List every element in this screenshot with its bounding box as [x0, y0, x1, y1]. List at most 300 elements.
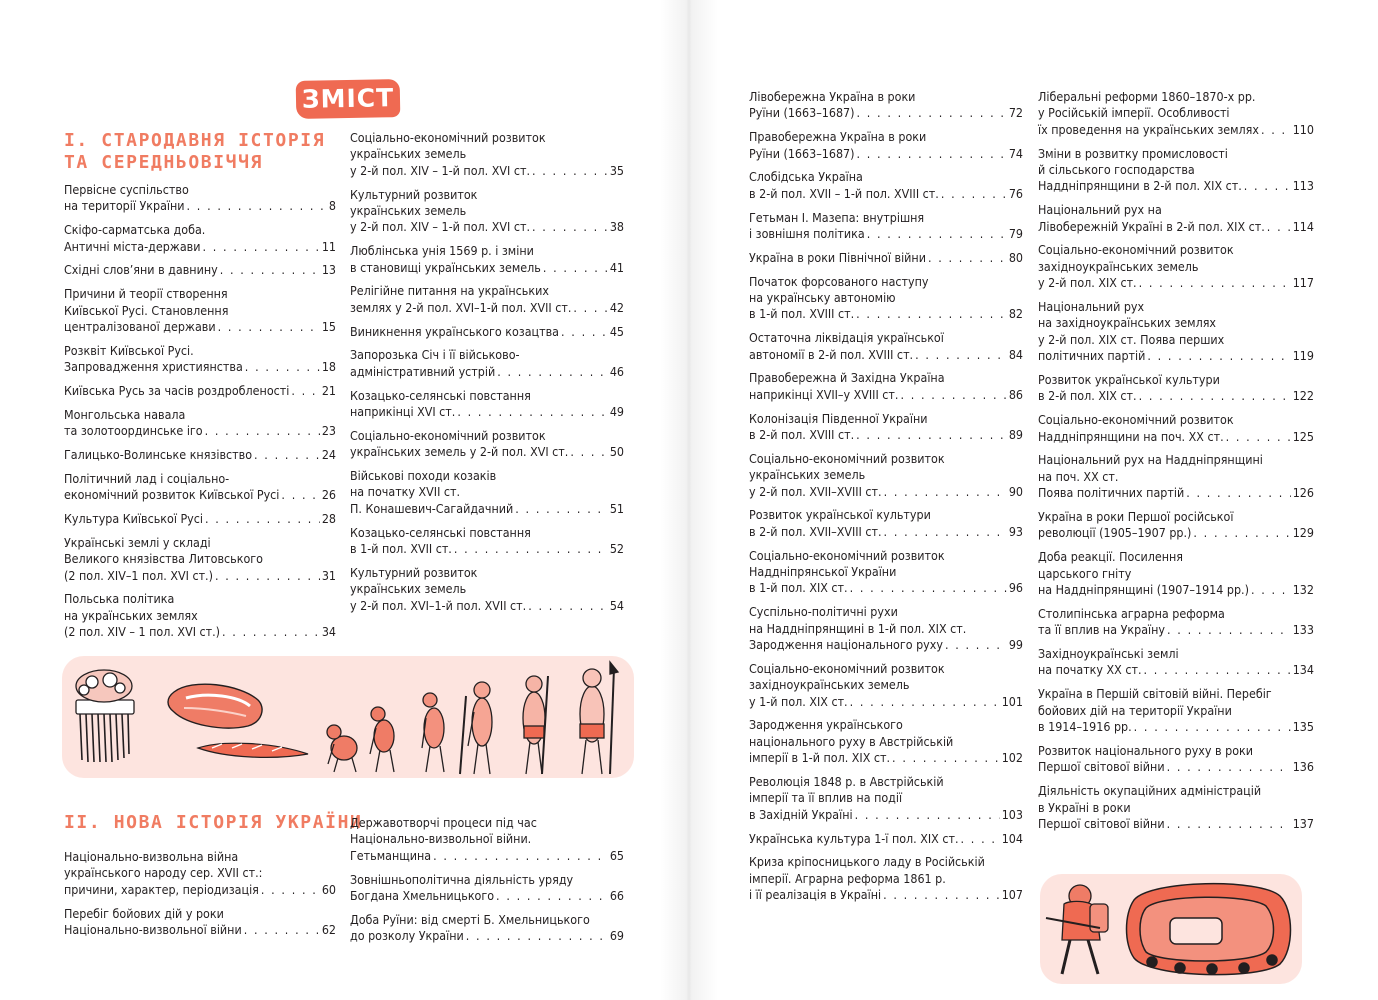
stone-axe-icon: [168, 684, 262, 728]
comb-artifact-icon: [76, 670, 134, 762]
toc-entry-last-line: [64, 383, 336, 399]
toc-entry[interactable]: [64, 906, 336, 939]
toc-entry[interactable]: [1038, 412, 1314, 445]
toc-page-number: 103: [1001, 806, 1023, 822]
toc-entry-last-line: [1038, 719, 1314, 735]
toc-dot-leader: [222, 624, 320, 640]
toc-entry-line: на українських землях: [64, 607, 198, 623]
tank-icon: [1127, 884, 1291, 975]
toc-entry-last-line: [1038, 662, 1314, 678]
toc-dot-leader: [1139, 275, 1291, 291]
toc-entry-line: Релігійне питання на українських: [350, 283, 549, 299]
toc-page-number: 102: [1001, 750, 1023, 766]
toc-entry[interactable]: [1038, 783, 1314, 832]
toc-page-number: 15: [321, 319, 336, 335]
toc-entry[interactable]: [1038, 743, 1314, 776]
toc-entry-last-line: [64, 511, 336, 527]
toc-entry-line: Суспільно-політичні рухи: [749, 604, 898, 620]
toc-entry[interactable]: [64, 262, 336, 278]
toc-entry-text: і її реалізація в Україні: [749, 887, 882, 903]
toc-page-number: 107: [1001, 887, 1023, 903]
toc-page-number: 101: [1001, 693, 1023, 709]
toc-entry-last-line: [749, 694, 1023, 710]
toc-dot-leader: [1134, 719, 1291, 735]
toc-dot-leader: [245, 359, 320, 375]
toc-entry-last-line: [350, 928, 624, 944]
toc-entry-last-line: [350, 404, 624, 420]
toc-dot-leader: [1147, 348, 1290, 364]
toc-entry-line: Польська політика: [64, 591, 175, 607]
toc-page-number: 46: [609, 363, 624, 379]
toc-entry-last-line: [1038, 622, 1314, 638]
toc-entry[interactable]: [350, 565, 624, 614]
toc-entry-text: Руїни (1663–1687): [749, 105, 855, 121]
toc-entry-last-line: [64, 624, 336, 640]
hominid-figure-icon: [422, 693, 444, 772]
toc-entry[interactable]: [1038, 202, 1314, 235]
toc-entry-text: Наддніпрянщини на поч. XX ст.: [1038, 428, 1224, 444]
toc-dot-leader: [915, 347, 1007, 363]
toc-entry[interactable]: [350, 347, 624, 380]
toc-entry-last-line: [749, 347, 1023, 363]
toc-entry[interactable]: [350, 130, 624, 179]
toc-entry-text: Першої світової війни: [1038, 759, 1165, 775]
toc-entry-last-line: [350, 324, 624, 340]
toc-entry[interactable]: [350, 324, 624, 340]
section2-title: ІІ. НОВА ІСТОРІЯ УКРАЇНИ: [64, 812, 363, 833]
toc-entry[interactable]: [749, 89, 1023, 122]
toc-entry-line: Соціально-економічний розвиток: [749, 660, 945, 676]
toc-entry-line: імперії та її вплив на події: [749, 790, 903, 806]
neanderthal-figure-icon: [523, 676, 548, 774]
toc-entry[interactable]: [64, 535, 336, 584]
toc-entry-text: Східні слов’яни в давнину: [64, 262, 218, 278]
toc-page-number: 93: [1008, 523, 1023, 539]
toc-entry-line: українських земель: [749, 467, 866, 483]
toc-entry[interactable]: [64, 511, 336, 527]
toc-entry-last-line: [749, 387, 1023, 403]
toc-entry-line: західноукраїнських земель: [749, 677, 910, 693]
toc-entry-line: Остаточна ліквідація української: [749, 330, 944, 346]
toc-entry-last-line: [749, 146, 1023, 162]
toc-page-number: 126: [1292, 485, 1314, 501]
toc-entry-line: Діяльність окупаційних адміністрацій: [1038, 783, 1262, 799]
toc-entry-line: Правобережна Україна в роки: [749, 129, 927, 145]
toc-entry-text: у 1-й пол. XIX ст.: [749, 693, 848, 709]
toc-entry-last-line: [1038, 759, 1314, 775]
toc-entry-text: їх проведення на українських землях: [1038, 121, 1259, 137]
toc-entry-text: адміністративний устрій: [350, 363, 496, 379]
soldier-icon: [1046, 885, 1108, 974]
toc-page-number: 38: [609, 219, 624, 235]
toc-page-number: 42: [609, 299, 624, 315]
toc-entry-last-line: [350, 541, 624, 557]
toc-entry[interactable]: [350, 912, 624, 945]
toc-entry-text: революції (1905–1907 рр.): [1038, 525, 1192, 541]
toc-page-number: 8: [328, 198, 336, 214]
toc-entry[interactable]: [1038, 452, 1314, 501]
toc-entry-last-line: [1038, 178, 1314, 194]
toc-entry[interactable]: [350, 283, 624, 316]
toc-entry[interactable]: [64, 222, 336, 255]
toc-entry-text: у 2-й пол. XIV – 1-й пол. XVI ст.: [350, 162, 530, 178]
section2-column1: [64, 849, 336, 946]
toc-entry-line: Козацько-селянські повстання: [350, 524, 531, 540]
toc-page-number: 132: [1292, 582, 1314, 598]
toc-entry-last-line: [64, 447, 336, 463]
toc-entry[interactable]: [64, 407, 336, 440]
toc-dot-leader: [883, 887, 1000, 903]
toc-dot-leader: [496, 888, 608, 904]
toc-page-number: 82: [1008, 306, 1023, 322]
toc-entry[interactable]: [749, 210, 1023, 243]
toc-entry-last-line: [749, 524, 1023, 540]
toc-entry[interactable]: [749, 169, 1023, 202]
toc-entry-last-line: [64, 922, 336, 938]
toc-entry[interactable]: [749, 129, 1023, 162]
toc-dot-leader: [856, 146, 1006, 162]
toc-entry-line: українських земель: [350, 581, 467, 597]
section1-title: [64, 130, 325, 174]
toc-dot-leader: [855, 807, 1000, 823]
toc-entry-last-line: [749, 580, 1023, 596]
toc-entry-text: причини, характер, періодизація: [64, 881, 259, 897]
toc-entry[interactable]: [350, 388, 624, 421]
toc-dot-leader: [454, 541, 608, 557]
toc-entry[interactable]: [64, 182, 336, 215]
toc-dot-leader: [850, 694, 1000, 710]
toc-page-number: 66: [609, 888, 624, 904]
toc-entry-line: Зародження українського: [749, 717, 903, 733]
toc-entry-text: землях у 2-й пол. XVI–1-й пол. XVII ст.: [350, 299, 572, 315]
toc-entry[interactable]: [350, 243, 624, 276]
toc-entry-text: в 2-й пол. XVIII ст.: [749, 427, 855, 443]
toc-entry-last-line: [1038, 275, 1314, 291]
toc-entry[interactable]: [1038, 242, 1314, 291]
toc-page-number: 114: [1292, 218, 1314, 234]
toc-entry[interactable]: [1038, 509, 1314, 542]
toc-entry[interactable]: [1038, 549, 1314, 598]
toc-dot-leader: [244, 922, 320, 938]
toc-entry-line: Зміни в розвитку промисловості: [1038, 145, 1228, 161]
toc-entry[interactable]: [350, 428, 624, 461]
toc-entry-text: у 2-й пол. XVI–1-й пол. XVII ст.: [350, 597, 527, 613]
toc-entry[interactable]: [64, 343, 336, 376]
toc-dot-leader: [1261, 122, 1291, 138]
toc-dot-leader: [1226, 429, 1291, 445]
toc-entry-last-line: [1038, 429, 1314, 445]
toc-entry-line: українських земель: [350, 146, 467, 162]
toc-page-number: 13: [321, 262, 336, 278]
toc-entry-last-line: [1038, 388, 1314, 404]
toc-dot-leader: [856, 105, 1006, 121]
toc-dot-leader: [254, 447, 320, 463]
toc-dot-leader: [570, 444, 607, 460]
toc-entry[interactable]: [64, 447, 336, 463]
toc-entry-last-line: [1038, 219, 1314, 235]
toc-entry-last-line: [350, 364, 624, 380]
toc-entry-last-line: [1038, 582, 1314, 598]
toc-dot-leader: [433, 848, 608, 864]
toc-page-number: 34: [321, 624, 336, 640]
toc-entry-line: Скіфо-сарматська доба.: [64, 222, 206, 238]
toc-entry[interactable]: [749, 831, 1023, 847]
toc-entry[interactable]: [749, 411, 1023, 444]
toc-page-number: 21: [321, 383, 336, 399]
toc-entry-line: Причини й теорії створення: [64, 286, 228, 302]
toc-entry-line: Революція 1848 р. в Австрійській: [749, 774, 944, 790]
toc-entry-last-line: [749, 831, 1023, 847]
homo-erectus-figure-icon: [460, 682, 492, 774]
toc-page-number: 60: [321, 881, 336, 897]
toc-entry[interactable]: [749, 717, 1023, 766]
toc-entry[interactable]: [749, 274, 1023, 323]
toc-entry-line: Державотворчі процеси під час: [350, 815, 537, 830]
toc-entry-line: Ліберальні реформи 1860–1870-х рр.: [1038, 89, 1256, 104]
toc-entry[interactable]: [1038, 606, 1314, 639]
toc-entry[interactable]: [749, 330, 1023, 363]
toc-dot-leader: [945, 637, 1007, 653]
toc-entry-text: Запровадження християнства: [64, 359, 243, 375]
toc-entry-last-line: [350, 444, 624, 460]
toc-entry-text: економічний розвиток Київської Русі: [64, 487, 280, 503]
toc-entry-text: Наддніпрянщини в 2-й пол. XIX ст.: [1038, 178, 1242, 194]
toc-entry-line: імперії. Аграрна реформа 1861 р.: [749, 870, 946, 886]
toc-page-number: 133: [1292, 622, 1314, 638]
toc-entry[interactable]: [350, 468, 624, 517]
toc-entry-line: й сільського господарства: [1038, 162, 1195, 178]
toc-page-number: 79: [1008, 226, 1023, 242]
toc-entry-last-line: [749, 186, 1023, 202]
toc-entry-text: Культура Київської Русі: [64, 511, 203, 527]
toc-entry[interactable]: [749, 250, 1023, 266]
toc-entry-text: на території України: [64, 198, 185, 214]
toc-dot-leader: [1167, 622, 1291, 638]
toc-entry-text: Поява політичних партій: [1038, 485, 1185, 501]
toc-dot-leader: [205, 423, 320, 439]
toc-entry-last-line: [350, 888, 624, 904]
toc-dot-leader: [561, 324, 608, 340]
toc-page-number: 117: [1292, 275, 1314, 291]
toc-entry-text: на початку XX ст.: [1038, 662, 1142, 678]
toc-entry-text: Україна в роки Північної війни: [749, 249, 926, 265]
toc-dot-leader: [1193, 525, 1290, 541]
toc-entry[interactable]: [749, 451, 1023, 500]
toc-entry-line: Розвиток національного руху в роки: [1038, 742, 1254, 758]
toc-entry-line: Національно-визвольної війни.: [350, 831, 532, 847]
toc-dot-leader: [281, 487, 319, 503]
toc-entry[interactable]: [749, 370, 1023, 403]
toc-page-number: 99: [1008, 637, 1023, 653]
toc-entry-last-line: [1038, 485, 1314, 501]
toc-entry-text: П. Конашевич-Сагайдачний: [350, 500, 514, 516]
toc-page-number: 72: [1008, 105, 1023, 121]
toc-entry-text: та золотоординське іго: [64, 423, 203, 439]
toc-dot-leader: [220, 262, 320, 278]
toc-entry-line: Запорозька Січ і її військово-: [350, 347, 520, 363]
toc-page-number: 74: [1008, 145, 1023, 161]
toc-dot-leader: [202, 239, 319, 255]
toc-entry-last-line: [64, 423, 336, 439]
toc-dot-leader: [205, 511, 320, 527]
toc-page-number: 11: [321, 238, 336, 254]
toc-page-number: 80: [1008, 249, 1023, 265]
toc-entry-text: Богдана Хмельницького: [350, 888, 495, 904]
toc-dot-leader: [867, 226, 1007, 242]
toc-entry-text: політичних партій: [1038, 348, 1146, 364]
toc-entry-last-line: [749, 226, 1023, 242]
toc-entry-text: наприкінці XVII–у XVIII ст.: [749, 386, 899, 402]
toc-entry-text: до розколу України: [350, 928, 464, 944]
toc-entry-line: Доба Руїни: від смерті Б. Хмельницького: [350, 911, 590, 927]
toc-entry-line: Колонізація Південної України: [749, 410, 928, 426]
toc-entry-text: в 2-й пол. XVII – 1-й пол. XVIII ст.: [749, 185, 939, 201]
toc-entry[interactable]: [749, 604, 1023, 653]
toc-page-number: 50: [609, 444, 624, 460]
toc-entry-last-line: [64, 568, 336, 584]
toc-dot-leader: [497, 364, 608, 380]
toc-entry[interactable]: [64, 383, 336, 399]
toc-page-number: 136: [1292, 759, 1314, 775]
toc-entry[interactable]: [749, 548, 1023, 597]
toc-entry[interactable]: [749, 661, 1023, 710]
toc-entry-line: Гетьман І. Мазепа: внутрішня: [749, 209, 925, 225]
toc-entry-text: у 2-й пол. XIX ст.: [1038, 275, 1137, 291]
toc-dot-leader: [466, 928, 608, 944]
toc-dot-leader: [892, 750, 1000, 766]
toc-dot-leader: [1251, 582, 1291, 598]
toc-page-number: 49: [609, 404, 624, 420]
toc-entry-last-line: [350, 163, 624, 179]
toc-entry-last-line: [64, 262, 336, 278]
toc-page-number: 129: [1292, 525, 1314, 541]
toc-page-number: 26: [321, 487, 336, 503]
toc-entry-line: Культурний розвиток: [350, 186, 478, 202]
toc-entry-line: Соціально-економічний розвиток: [1038, 412, 1234, 428]
toc-entry-last-line: [749, 250, 1023, 266]
toc-entry[interactable]: [350, 815, 624, 864]
toc-entry-line: Україна в Першій світовій війні. Перебіг: [1038, 686, 1272, 702]
toc-page-number: 65: [609, 847, 624, 863]
toc-dot-leader: [543, 260, 608, 276]
toc-entry-line: українських земель: [350, 203, 467, 219]
toc-page-number: 24: [321, 447, 336, 463]
toc-entry-line: Культурний розвиток: [350, 564, 478, 580]
toc-entry-text: у 2-й пол. XVII–XVIII ст.: [749, 483, 882, 499]
toc-dot-leader: [261, 882, 320, 898]
toc-entry-line: Соціально-економічний розвиток: [1038, 242, 1234, 258]
ape-figure-icon: [327, 725, 357, 772]
toc-page-number: 52: [609, 541, 624, 557]
toc-entry-text: в 1-й пол. XIX ст.: [749, 580, 848, 596]
toc-entry-text: в 1-й пол. XVII ст.: [350, 541, 452, 557]
toc-entry[interactable]: [64, 591, 336, 640]
toc-entry[interactable]: [1038, 686, 1314, 735]
toc-page-number: 76: [1008, 185, 1023, 201]
toc-page-number: 90: [1008, 483, 1023, 499]
toc-entry[interactable]: [350, 525, 624, 558]
book-gutter: [660, 0, 718, 1000]
toc-entry-text: Лівобережній Україні в 2-й пол. XIX ст.: [1038, 218, 1265, 234]
toc-page-number: 45: [609, 323, 624, 339]
toc-page-number: 134: [1292, 662, 1314, 678]
toc-dot-leader: [941, 186, 1007, 202]
toc-entry-line: Лівобережна Україна в роки: [749, 89, 916, 104]
toc-entry[interactable]: [1038, 299, 1314, 365]
section1-column1: [64, 182, 336, 648]
toc-entry-line: на Наддніпрянщині в 1-й пол. XIX ст.: [749, 620, 967, 636]
toc-page-number: 84: [1008, 346, 1023, 362]
toc-dot-leader: [187, 198, 327, 214]
toc-entry[interactable]: [64, 849, 336, 898]
toc-entry-text: Галицько-Волинське князівство: [64, 447, 253, 463]
toc-entry-line: українського народу сер. XVII ст.:: [64, 865, 263, 881]
toc-entry-line: Національний рух: [1038, 299, 1145, 315]
toc-dot-leader: [850, 580, 1007, 596]
toc-dot-leader: [532, 163, 608, 179]
toc-entry-line: царського гніту: [1038, 565, 1132, 581]
toc-entry[interactable]: [64, 286, 336, 335]
toc-entry-line: на початку XVII ст.: [350, 484, 461, 500]
toc-page-number: 86: [1008, 386, 1023, 402]
toc-page-number: 69: [609, 928, 624, 944]
toc-page-number: 110: [1292, 121, 1314, 137]
toc-entry[interactable]: [749, 854, 1023, 903]
section1-column2: [350, 130, 624, 621]
toc-entry[interactable]: [1038, 372, 1314, 405]
toc-entry[interactable]: [749, 774, 1023, 823]
toc-dot-leader: [532, 219, 608, 235]
toc-page-number: 104: [1001, 830, 1023, 846]
toc-dot-leader: [1167, 816, 1291, 832]
toc-entry[interactable]: [64, 471, 336, 504]
toc-page-number: 113: [1292, 178, 1314, 194]
toc-page-number: 122: [1292, 388, 1314, 404]
right-page: [689, 0, 1378, 1000]
toc-entry-line: на західноукраїнських землях: [1038, 315, 1216, 331]
toc-page-number: 96: [1008, 580, 1023, 596]
toc-entry-line: Соціально-економічний розвиток: [350, 130, 546, 145]
toc-entry[interactable]: [1038, 146, 1314, 195]
toc-page-number: 89: [1008, 427, 1023, 443]
toc-dot-leader: [1167, 759, 1291, 775]
toc-entry-last-line: [350, 598, 624, 614]
toc-entry[interactable]: [350, 872, 624, 905]
toc-dot-leader: [291, 383, 319, 399]
toc-entry-text: Зародження національного руху: [749, 637, 943, 653]
toc-dot-leader: [1267, 219, 1291, 235]
toc-entry-text: у 2-й пол. XIV – 1-й пол. XVI ст.: [350, 219, 530, 235]
toc-page-number: 135: [1292, 719, 1314, 735]
toc-entry-line: Перебіг бойових дій у роки: [64, 905, 224, 921]
toc-dot-leader: [528, 598, 608, 614]
toc-dot-leader: [961, 831, 1000, 847]
toc-dot-leader: [457, 404, 607, 420]
toc-entry[interactable]: [350, 187, 624, 236]
toc-entry[interactable]: [1038, 89, 1314, 138]
toc-page-number: 23: [321, 423, 336, 439]
contents-title: ЗМІСТ: [296, 79, 401, 119]
toc-entry-text: українських земель у 2-й пол. XVI ст.: [350, 444, 569, 460]
toc-entry-line: Соціально-економічний розвиток: [350, 427, 546, 443]
toc-entry-line: Розвиток української культури: [1038, 372, 1220, 388]
toc-entry-line: Люблінська унія 1569 р. і зміни: [350, 243, 534, 259]
toc-entry-line: Слобідська Україна: [749, 169, 863, 185]
toc-entry[interactable]: [1038, 646, 1314, 679]
toc-entry[interactable]: [749, 507, 1023, 540]
toc-entry-line: національного руху в Австрійській: [749, 733, 954, 749]
toc-entry-line: Військові походи козаків: [350, 468, 497, 484]
